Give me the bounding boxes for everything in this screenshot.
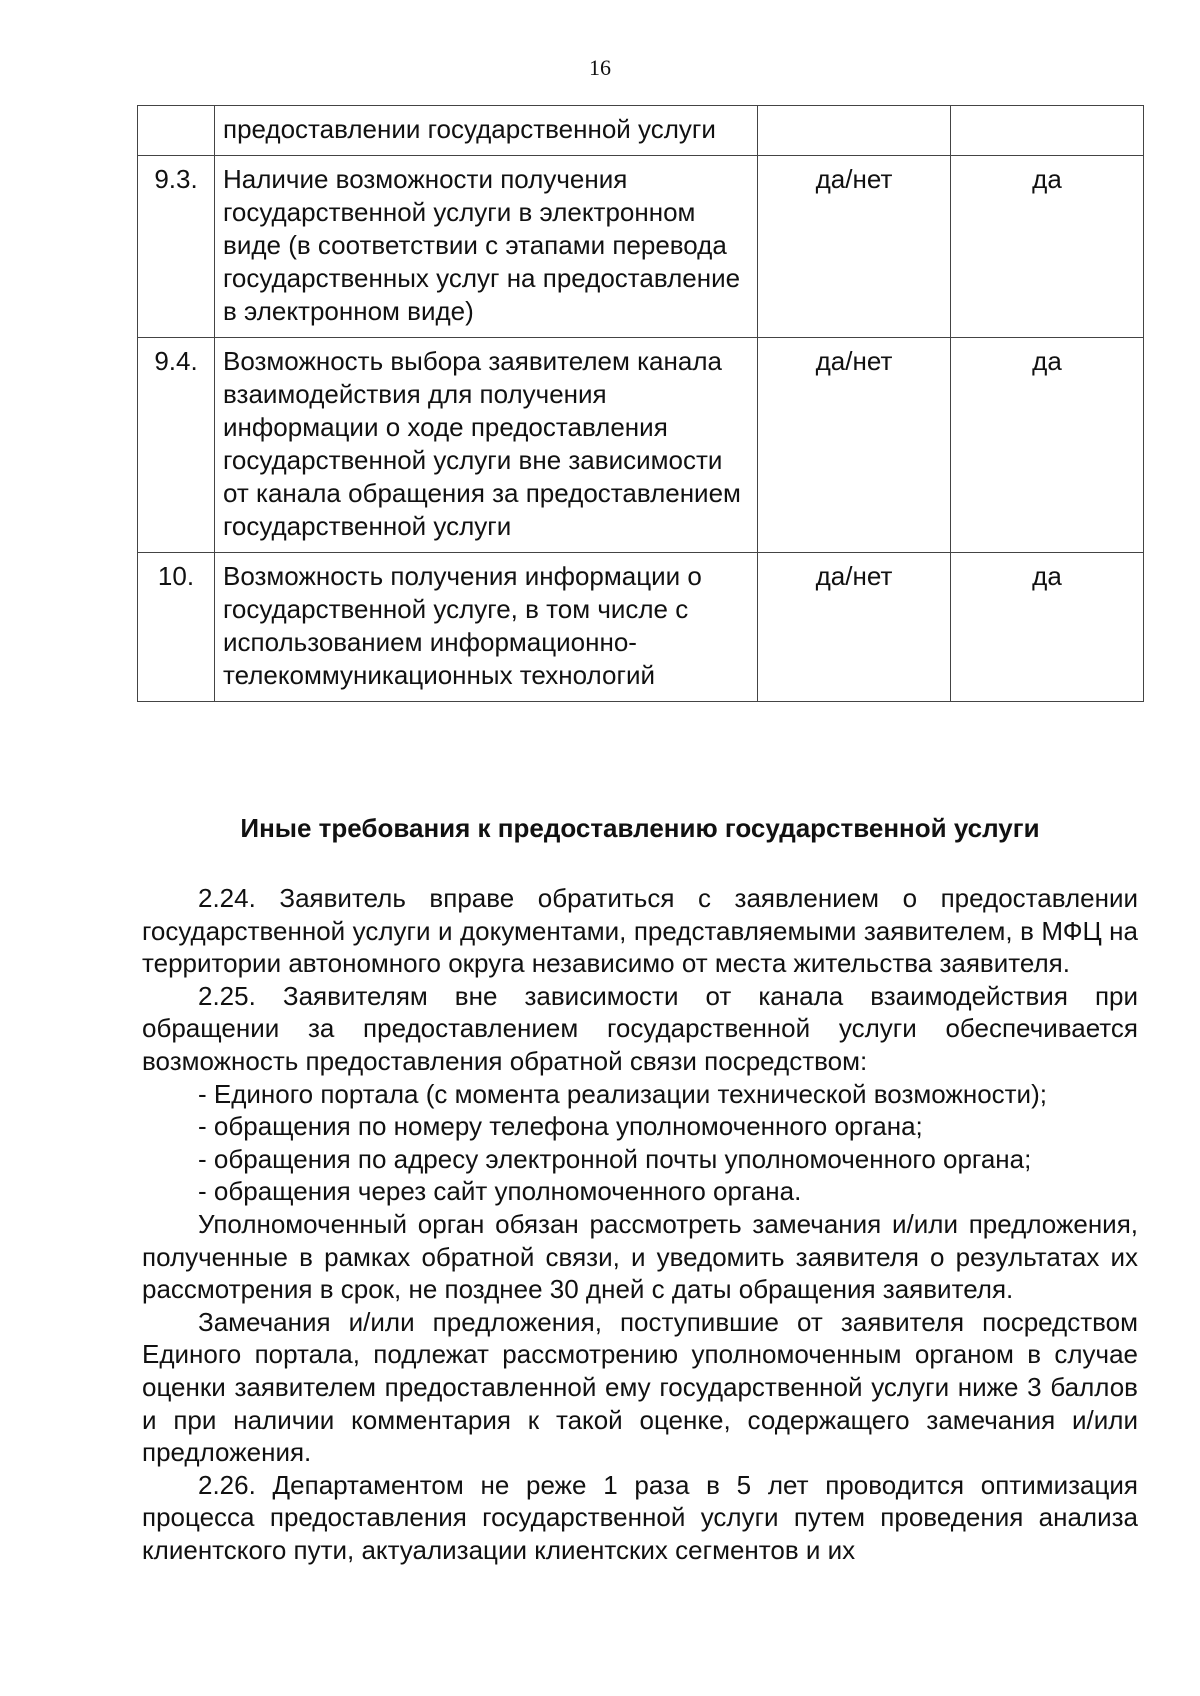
row-description: Возможность выбора заявителем канала взаимодействия для получения информации о ходе предоставления государственной услуги вне зависимости от канала обращения за предоставлением государственной услуги bbox=[215, 338, 758, 553]
row-number: 10. bbox=[138, 553, 215, 702]
paragraph-2-24: 2.24. Заявитель вправе обратиться с заявлением о предоставлении государственной услуги и документами, представляемыми заявителем, в МФЦ на территории автономного округа независимо от места жительства заявителя. bbox=[142, 883, 1138, 979]
section-heading: Иные требования к предоставлению государственной услуги bbox=[240, 813, 1040, 843]
table-row bbox=[138, 106, 1144, 156]
row-unit bbox=[758, 106, 951, 156]
row-description: Возможность получения информации о государственной услуге, в том числе с использованием информационно-телекоммуникационных технологий bbox=[215, 553, 758, 702]
paragraph-remarks: Замечания и/или предложения, поступившие от заявителя посредством Единого портала, подлежат рассмотрению уполномоченным органом в случае оценки заявителем предоставленной ему государственной услуги ниже 3 баллов и при наличии комментария к такой оценке, содержащего замечания и/или предложения. bbox=[142, 1306, 1138, 1468]
row-value: да bbox=[951, 156, 1144, 338]
row-unit: да/нет bbox=[758, 156, 951, 338]
row-number bbox=[138, 106, 215, 156]
list-item: - обращения через сайт уполномоченного органа. bbox=[198, 1176, 802, 1207]
row-description: предоставлении государственной услуги bbox=[215, 106, 758, 156]
paragraph-2-25: 2.25. Заявителям вне зависимости от канала взаимодействия при обращении за предоставлением государственной услуги обеспечивается возможность предоставления обратной связи посредством: bbox=[142, 980, 1138, 1076]
requirements-table bbox=[137, 105, 1144, 702]
row-number: 9.3. bbox=[138, 156, 215, 338]
table-row bbox=[138, 156, 1144, 338]
paragraph-obligation: Уполномоченный орган обязан рассмотреть замечания и/или предложения, полученные в рамках обратной связи, и уведомить заявителя о результатах их рассмотрения в срок, не позднее 30 дней с даты обращения заявителя. bbox=[142, 1208, 1138, 1305]
table-row bbox=[138, 338, 1144, 553]
body-text bbox=[142, 882, 1138, 1566]
row-unit: да/нет bbox=[758, 338, 951, 553]
row-value: да bbox=[951, 553, 1144, 702]
paragraph-2-26: 2.26. Департаментом не реже 1 раза в 5 лет проводится оптимизация процесса предоставления государственной услуги путем проведения анализа клиентского пути, актуализации клиентских сегментов и их bbox=[142, 1469, 1138, 1565]
list-item: - обращения по адресу электронной почты уполномоченного органа; bbox=[198, 1143, 1032, 1174]
row-unit: да/нет bbox=[758, 553, 951, 702]
table-row bbox=[138, 553, 1144, 702]
page-number: 16 bbox=[589, 55, 611, 80]
row-number: 9.4. bbox=[138, 338, 215, 553]
row-value: да bbox=[951, 338, 1144, 553]
list-item: - обращения по номеру телефона уполномоченного органа; bbox=[198, 1111, 923, 1142]
row-description: Наличие возможности получения государственной услуги в электронном виде (в соответствии с этапами перевода государственных услуг на предоставление в электронном виде) bbox=[215, 156, 758, 338]
row-value bbox=[951, 106, 1144, 156]
list-item: - Единого портала (с момента реализации технической возможности); bbox=[198, 1078, 1047, 1109]
